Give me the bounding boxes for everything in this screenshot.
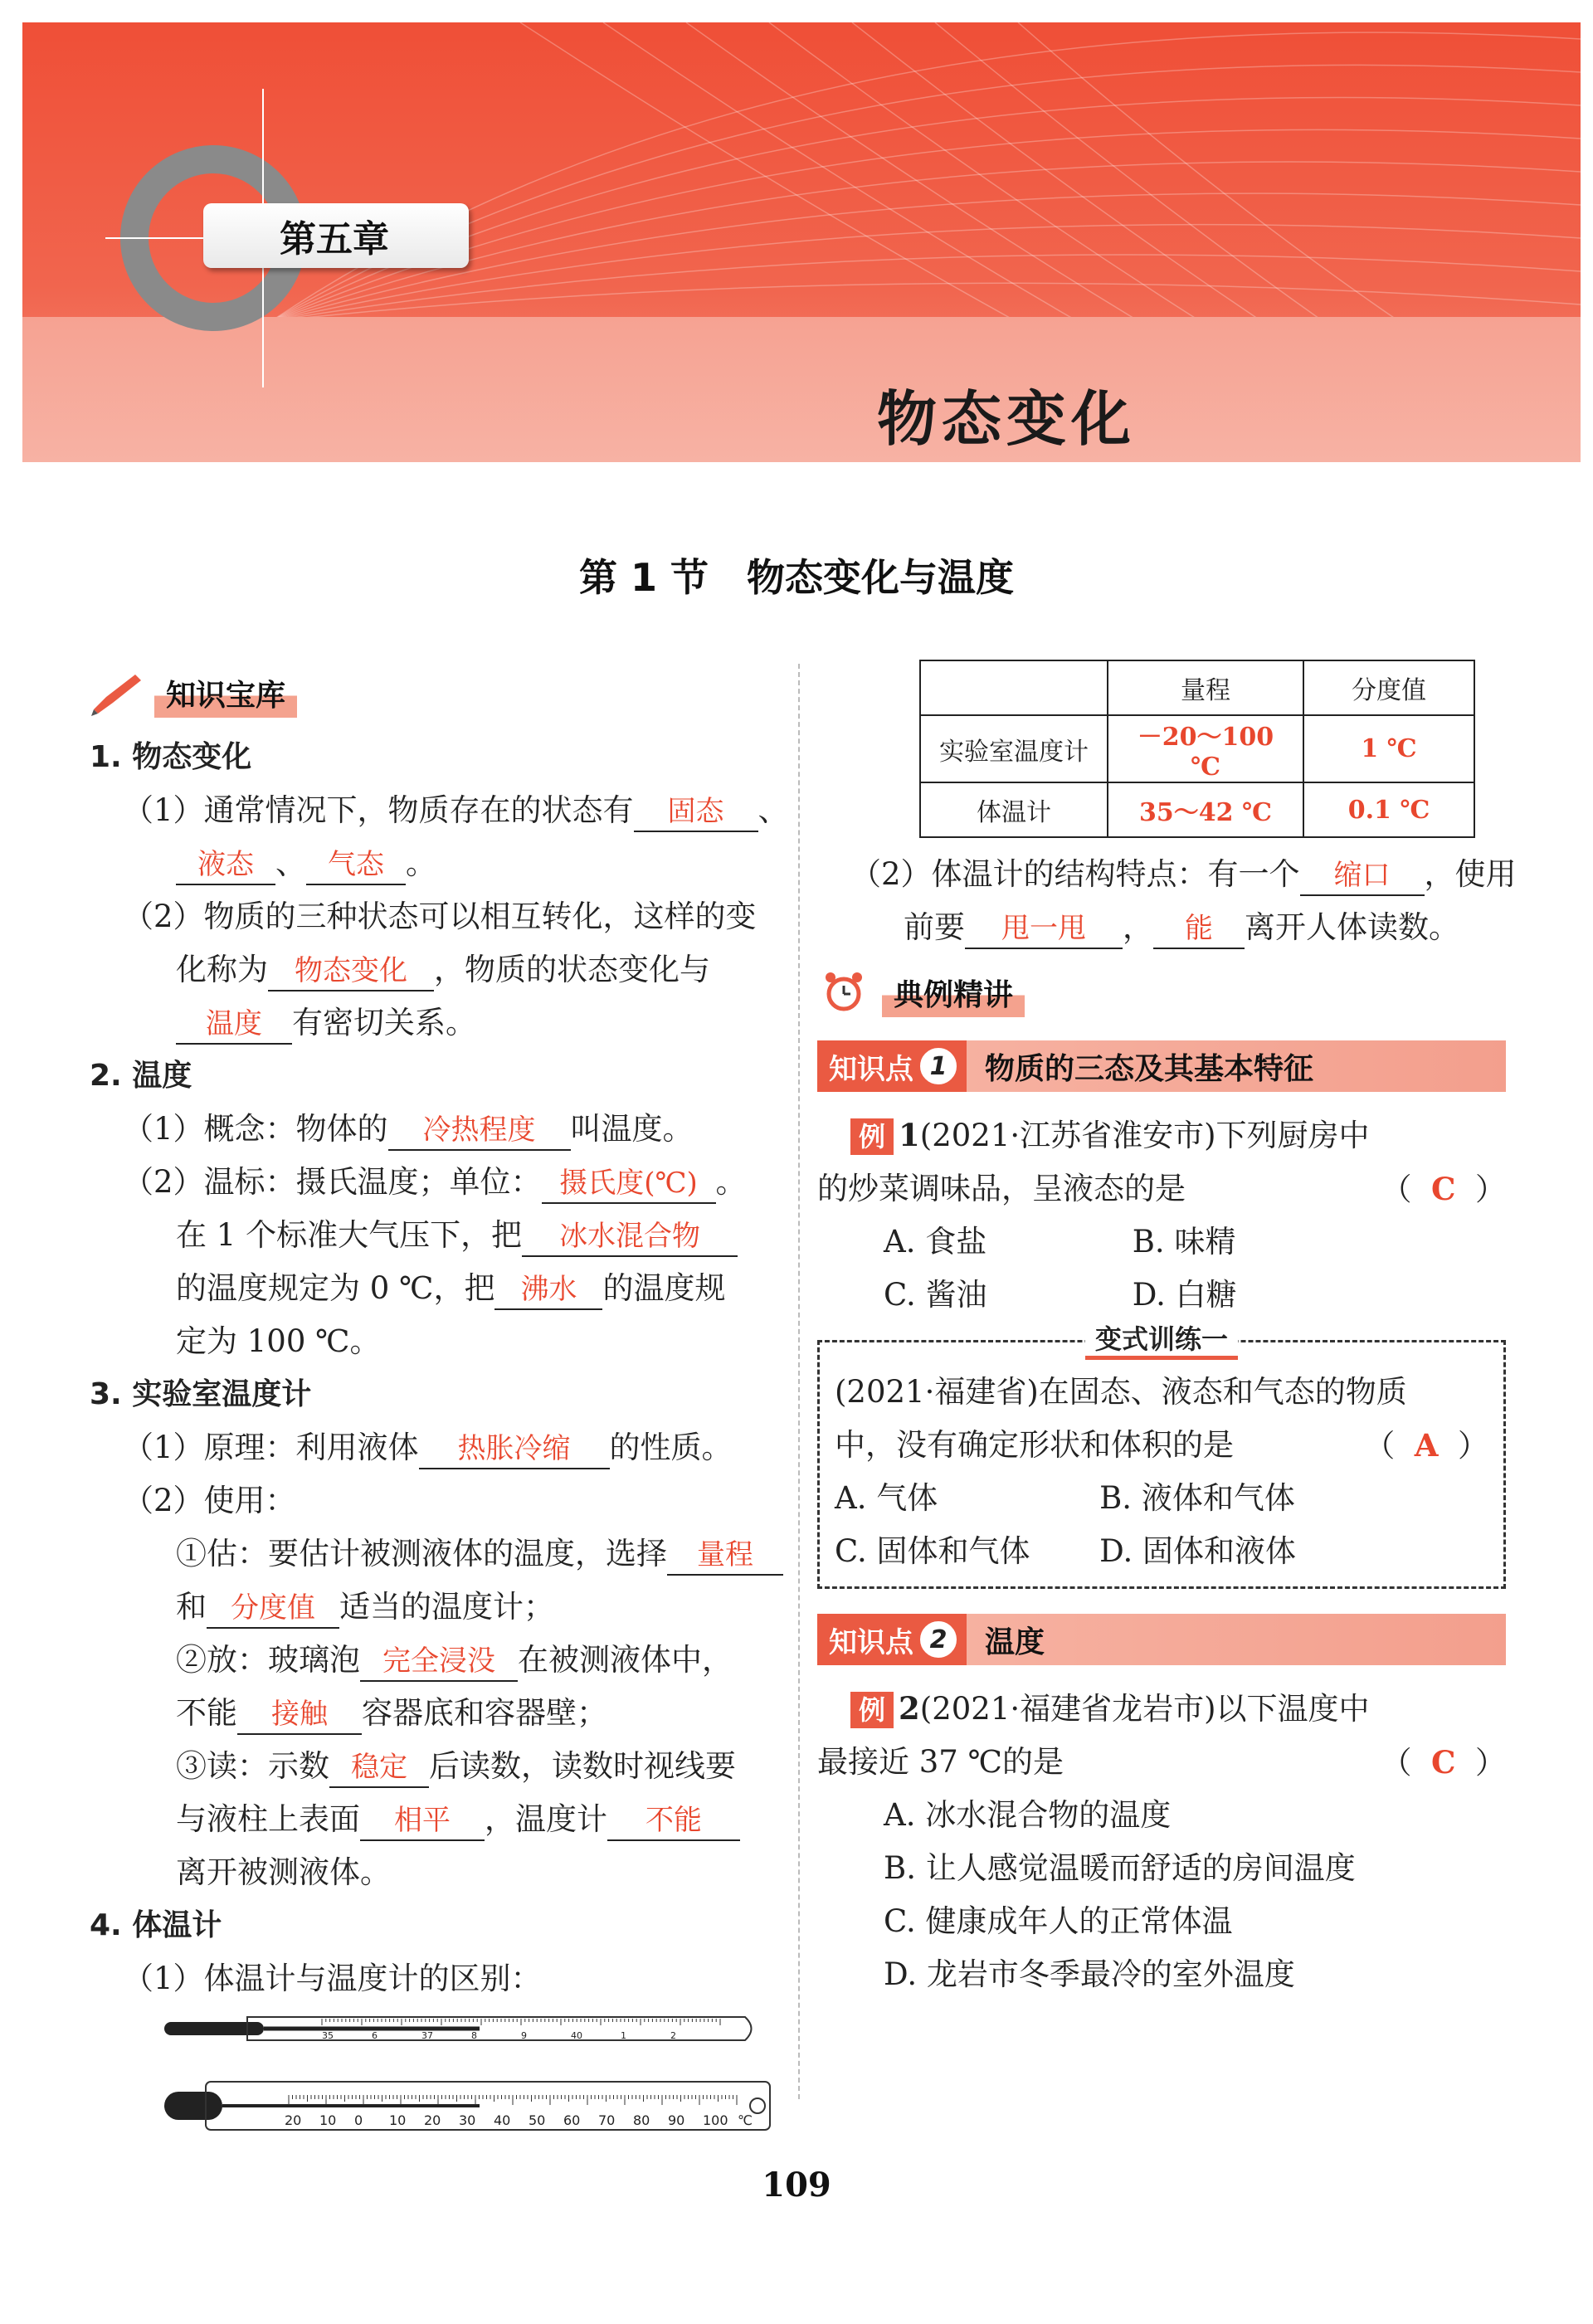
- lab-tick-label: 90: [668, 2112, 685, 2128]
- lab-tick-label: 30: [459, 2112, 476, 2128]
- section-title: 第 1 节 物态变化与温度: [578, 555, 1015, 600]
- text-line: 离开被测液体。: [176, 1854, 391, 1890]
- option: B. 让人感觉温暖而舒适的房间温度: [884, 1850, 1356, 1886]
- knowledge-point-title: 物质的三态及其基本特征: [985, 1051, 1314, 1086]
- table-cell: 1 ℃: [1303, 715, 1474, 782]
- answer-blank: 物态变化: [268, 952, 434, 991]
- answer-blank: 分度值: [207, 1589, 339, 1629]
- answer-blank: 量程: [667, 1536, 783, 1576]
- answer-blank: 冰水混合物: [522, 1217, 738, 1257]
- text-line: 温度 有密切关系。: [90, 996, 778, 1050]
- text-line: 不能 接触 容器底和容器壁；: [90, 1687, 778, 1740]
- answer-paren: （ C ）: [1381, 1171, 1506, 1207]
- answer-blank: 摄氏度(℃): [542, 1164, 716, 1204]
- table-row: [920, 782, 1474, 837]
- knowledge-point-title: 温度: [985, 1625, 1045, 1659]
- answer-blank: 沸水: [494, 1270, 602, 1310]
- text-line: 化称为 物态变化 ，物质的状态变化与: [90, 943, 778, 996]
- answer-blank: 气态: [306, 845, 406, 885]
- lab-tick-label: ℃: [738, 2112, 753, 2128]
- variant-options: [835, 1472, 1364, 1578]
- table-cell: 体温计: [920, 782, 1108, 837]
- lab-tick-label: 60: [563, 2112, 581, 2128]
- text-line: 液态 、 气态 。: [90, 837, 778, 890]
- answer-letter: C: [1431, 1171, 1456, 1207]
- lab-tick-label: 10: [389, 2112, 407, 2128]
- clinical-tick-label: 35: [322, 2030, 334, 2041]
- clinical-tick-label: 9: [521, 2030, 527, 2041]
- example-2-stem: 例 2(2021·福建省龙岩市)以下温度中: [817, 1682, 1506, 1736]
- answer-paren: （ C ）: [1381, 1744, 1506, 1781]
- knowledge-column: [90, 660, 789, 2138]
- lab-tick-label: 100: [703, 2112, 728, 2128]
- lab-tick-label: 70: [598, 2112, 616, 2128]
- answer-blank: 固态: [634, 792, 758, 832]
- option: B. 液体和气体: [1099, 1480, 1295, 1516]
- knowledge-badge: [90, 660, 778, 726]
- table-header-cell: 量程: [1108, 660, 1303, 715]
- column-divider: [798, 664, 800, 2099]
- heading-temperature: 2. 温度: [90, 1059, 192, 1093]
- pencil-icon: [90, 668, 148, 718]
- text-line: ①估：要估计被测液体的温度，选择 量程: [90, 1527, 778, 1581]
- answer-blank: 冷热程度: [388, 1111, 571, 1151]
- answer-paren: （ A ）: [1364, 1427, 1488, 1464]
- text-line: （2）物质的三种状态可以相互转化，这样的变: [123, 899, 757, 934]
- lab-tick-label: 40: [494, 2112, 511, 2128]
- option: C. 健康成年人的正常体温: [884, 1903, 1233, 1939]
- text-line: （1）体温计与温度计的区别：: [123, 1961, 542, 1996]
- lab-tick-labels: [285, 2112, 753, 2128]
- clinical-bulb: [164, 2022, 264, 2035]
- text-line: （2）使用：: [123, 1483, 296, 1518]
- page-number: 109: [762, 2166, 831, 2205]
- example-tag: 例: [850, 1692, 894, 1728]
- lab-bulb: [164, 2092, 222, 2120]
- answer-blank: 能: [1153, 909, 1245, 949]
- answer-blank: 接触: [237, 1695, 362, 1735]
- example-1-options: [817, 1216, 1381, 1322]
- heading-clinical-thermometer: 4. 体温计: [90, 1908, 222, 1942]
- table-cell: －20～100 ℃: [1108, 715, 1303, 782]
- answer-blank: 不能: [607, 1801, 740, 1841]
- option: B. 味精: [1132, 1224, 1236, 1259]
- table-row: [920, 715, 1474, 782]
- table-header-cell: [920, 660, 1108, 715]
- example-2-stem-line2: 最接近 37 ℃的是 （ C ）: [817, 1736, 1506, 1789]
- badge-label: 典例精讲: [882, 968, 1025, 1017]
- variant-exercise-box: [817, 1323, 1506, 1589]
- examples-badge: [817, 959, 1506, 1026]
- lab-tick-label: 50: [529, 2112, 546, 2128]
- answer-letter: A: [1414, 1427, 1439, 1464]
- option: A. 冰水混合物的温度: [884, 1797, 1172, 1833]
- variant-stem: (2021·福建省)在固态、液态和气态的物质: [835, 1374, 1407, 1410]
- option: D. 固体和液体: [1099, 1533, 1296, 1569]
- text-line: ②放：玻璃泡 完全浸没 在被测液体中，: [90, 1634, 778, 1687]
- lab-tick-label: 10: [319, 2112, 337, 2128]
- answer-blank: 热胀冷缩: [419, 1430, 610, 1469]
- lab-tick-label: 80: [633, 2112, 650, 2128]
- text-line: （1）通常情况下，物质存在的状态有 固态 、: [90, 784, 778, 837]
- answer-blank: 稳定: [329, 1748, 429, 1788]
- alarm-clock-icon: [817, 967, 875, 1017]
- answer-blank: 液态: [176, 845, 275, 885]
- answer-letter: C: [1431, 1744, 1456, 1781]
- text-line: ③读：示数 稳定 后读数，读数时视线要: [90, 1740, 778, 1793]
- clinical-tick-label: 37: [421, 2030, 433, 2041]
- badge-label: 知识宝库: [154, 669, 297, 718]
- clinical-tick-label: 6: [372, 2030, 378, 2041]
- option: C. 酱油: [884, 1277, 987, 1313]
- answer-blank: 缩口: [1300, 856, 1425, 896]
- lab-hanger-ring: [750, 2098, 765, 2113]
- option: A. 食盐: [884, 1224, 987, 1259]
- thermometer-illustration: [164, 2010, 795, 2135]
- lab-tick-label: 0: [354, 2112, 363, 2128]
- option: A. 气体: [835, 1480, 938, 1516]
- knowledge-point-number: 2: [918, 1620, 958, 1659]
- knowledge-point-1-bar: [817, 1040, 1506, 1092]
- example-2-options: [817, 1789, 1506, 2001]
- knowledge-point-label: 知识点 1: [817, 1040, 967, 1092]
- variant-stem-line2: 中，没有确定形状和体积的是 （ A ）: [835, 1419, 1488, 1472]
- answer-blank: 温度: [176, 1005, 292, 1045]
- lab-tick-label: 20: [285, 2112, 302, 2128]
- thermometer-comparison-table: [919, 660, 1475, 838]
- example-tag: 例: [850, 1118, 894, 1155]
- text-line: 定为 100 ℃。: [176, 1323, 381, 1359]
- lab-tick-label: 20: [424, 2112, 441, 2128]
- answer-blank: 甩一甩: [965, 909, 1123, 949]
- table-cell: 35～42 ℃: [1108, 782, 1303, 837]
- text-line: 与液柱上表面 相平 ，温度计 不能: [90, 1793, 778, 1846]
- table-cell: 实验室温度计: [920, 715, 1108, 782]
- chapter-banner: [22, 22, 1581, 462]
- chapter-tag: 第五章: [203, 203, 469, 268]
- text-line: 和 分度值 适当的温度计；: [90, 1581, 778, 1634]
- clinical-tick-label: 1: [621, 2030, 626, 2041]
- table-cell: 0.1 ℃: [1303, 782, 1474, 837]
- answer-blank: 相平: [360, 1801, 485, 1841]
- heading-lab-thermometer: 3. 实验室温度计: [90, 1377, 312, 1411]
- text-line: （2）体温计的结构特点：有一个 缩口 ，使用: [817, 848, 1506, 901]
- clinical-tick-label: 40: [571, 2030, 582, 2041]
- text-line: （1）概念：物体的 冷热程度 叫温度。: [90, 1103, 778, 1156]
- example-1-stem: 例 1(2021·江苏省淮安市)下列厨房中: [817, 1108, 1506, 1162]
- text-line: 在 1 个标准大气压下，把 冰水混合物: [90, 1209, 778, 1262]
- option: D. 白糖: [1132, 1277, 1237, 1313]
- text-line: 的温度规定为 0 ℃，把 沸水 的温度规: [90, 1262, 778, 1315]
- example-1-stem-line2: 的炒菜调味品，呈液态的是 （ C ）: [817, 1162, 1506, 1216]
- examples-column: [817, 660, 1517, 2001]
- option: C. 固体和气体: [835, 1533, 1030, 1569]
- option: D. 龙岩市冬季最冷的室外温度: [884, 1956, 1295, 1992]
- heading-phase-change: 1. 物态变化: [90, 740, 252, 774]
- text-line: （2）温标：摄氏温度；单位： 摄氏度(℃) 。: [90, 1156, 778, 1209]
- table-header-cell: 分度值: [1303, 660, 1474, 715]
- clinical-tick-label: 2: [670, 2030, 676, 2041]
- variant-title: 变式训练一: [1085, 1323, 1238, 1360]
- knowledge-point-2-bar: [817, 1614, 1506, 1665]
- table-header-row: [920, 660, 1474, 715]
- clinical-tick-label: 8: [471, 2030, 477, 2041]
- clinical-ticks: [322, 2019, 720, 2025]
- lab-ticks: [289, 2095, 737, 2105]
- knowledge-point-number: 1: [918, 1046, 958, 1086]
- text-line: 前要 甩一甩 ， 能 离开人体读数。: [817, 901, 1506, 954]
- knowledge-point-label: 知识点 2: [817, 1614, 967, 1665]
- chapter-title: 物态变化: [877, 384, 1137, 454]
- text-line: （1）原理：利用液体 热胀冷缩 的性质。: [90, 1421, 778, 1474]
- answer-blank: 完全浸没: [360, 1642, 518, 1682]
